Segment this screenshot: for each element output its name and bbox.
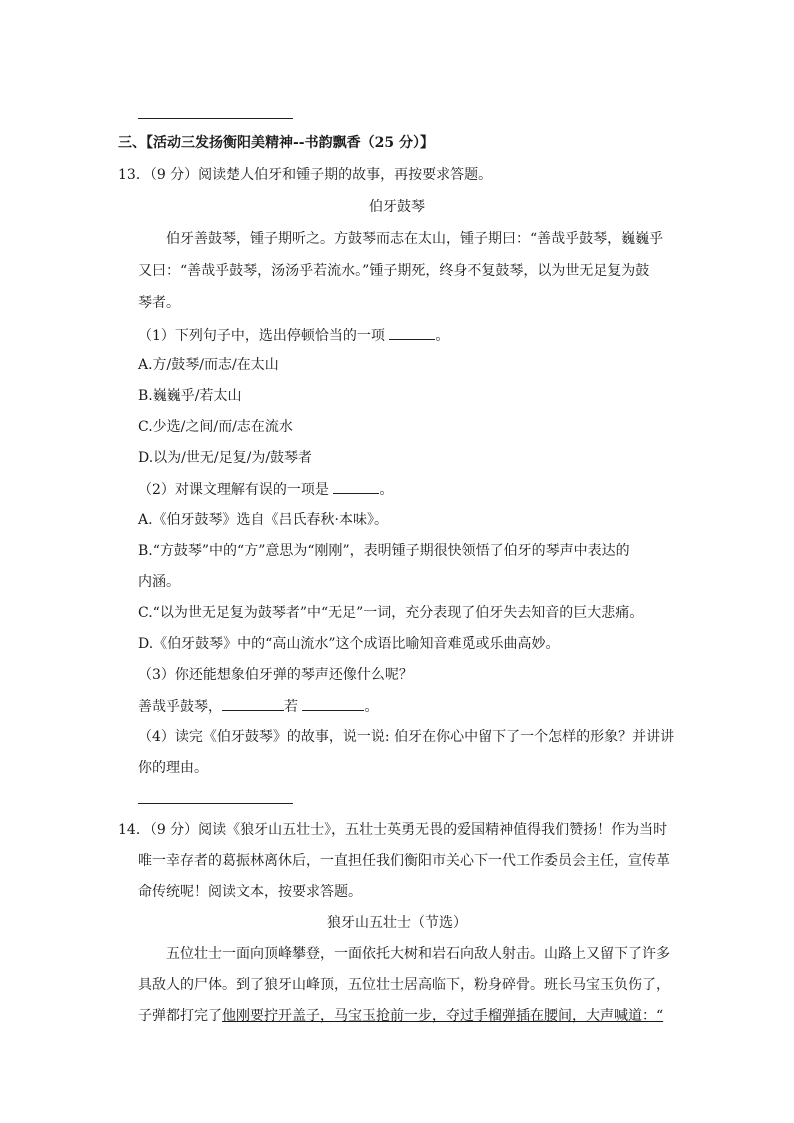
passage-title: 伯牙鼓琴 [369, 199, 425, 215]
answer-blank[interactable] [389, 325, 435, 340]
question-14-stem: 命传统呢！阅读文本，按要求答题。 [138, 884, 362, 900]
option: D.以为/世无/足复/为/鼓琴者 [138, 450, 313, 466]
answer-end: 。 [364, 699, 379, 715]
option: A.《伯牙鼓琴》选自《吕氏春秋·本味》。 [138, 512, 389, 528]
question-14-stem: 唯一幸存者的葛振林离休后，一直担任我们衡阳市关心下一代工作委员会主任，宣传革 [138, 853, 670, 869]
passage-title: 狼牙山五壮士（节选） [327, 915, 467, 931]
answer-prefix: 善哉乎鼓琴， [138, 699, 222, 715]
passage-line: 琴者。 [138, 295, 180, 311]
sub-question-1 [138, 325, 678, 346]
answer-blank[interactable] [333, 479, 379, 494]
sub-question-3-answer [138, 696, 678, 717]
sub-question-2-prompt: （2）对课文理解有误的一项是 [138, 482, 334, 498]
underlined-sentence: 他刚要拧开盖子，马宝玉抢前一步，夺过手榴弹插在腰间，大声喊道：“ [222, 1008, 664, 1024]
answer-mid: 若 [284, 699, 303, 715]
question-14-stem: 14．（9 分）阅读《狼牙山五壮士》，五壮士英勇无畏的爱国精神值得我们赞扬！作为当时 [118, 822, 668, 838]
passage-line [138, 1006, 678, 1026]
option: B.“方鼓琴”中的“方”意思为“刚刚”，表明锺子期很快领悟了伯牙的琴声中表达的 [138, 543, 630, 559]
sub-question-2 [138, 479, 678, 500]
sub-question-2-end: 。 [379, 482, 394, 498]
option: D.《伯牙鼓琴》中的“高山流水”这个成语比喻知音难觅或乐曲高妙。 [138, 636, 560, 652]
sub-question-1-end: 。 [435, 328, 450, 344]
sub-question-1-prompt: （1）下列句子中，选出停顿恰当的一项 [138, 328, 390, 344]
option: C.少选/之间/而/志在流水 [138, 419, 293, 435]
question-13-stem: 13．（9 分）阅读楚人伯牙和锺子期的故事，再按要求答题。 [118, 167, 493, 183]
passage-line: 又曰：“善哉乎鼓琴，汤汤乎若流水。”锺子期死，终身不复鼓琴，以为世无足复为鼓 [138, 263, 650, 279]
answer-line[interactable] [138, 803, 293, 804]
answer-blank[interactable] [222, 696, 284, 711]
answer-blank[interactable] [302, 696, 364, 711]
option: B.巍巍乎/若太山 [138, 388, 242, 404]
sub-question-3: （3）你还能想象伯牙弹的琴声还像什么呢？ [138, 667, 413, 683]
sub-question-4: （4）读完《伯牙鼓琴》的故事，说一说: 伯牙在你心中留下了一个怎样的形象？并讲讲 [138, 729, 675, 745]
sub-question-4: 你的理由。 [138, 760, 208, 776]
answer-line [138, 118, 293, 119]
option: C.“以为世无足复为鼓琴者”中“无足”一词，充分表现了伯牙失去知音的巨大悲痛。 [138, 605, 644, 621]
passage-text: 子弹都打完了 [138, 1008, 222, 1024]
passage-line: 伯牙善鼓琴，锺子期听之。方鼓琴而志在太山，锺子期曰：“善哉乎鼓琴，巍巍乎 [166, 231, 664, 247]
option: 内涵。 [138, 574, 180, 590]
option: A.方/鼓琴/而志/在太山 [138, 357, 279, 373]
passage-line: 五位壮士一面向顶峰攀登，一面依托大树和岩石向敌人射击。山路上又留下了许多 [166, 946, 670, 962]
section-heading: 三、【活动三发扬衡阳美精神--书韵飘香（25 分）】 [118, 135, 434, 151]
passage-line: 具敌人的尸体。到了狼牙山峰顶，五位壮士居高临下，粉身碎骨。班长马宝玉负伤了， [138, 977, 670, 993]
